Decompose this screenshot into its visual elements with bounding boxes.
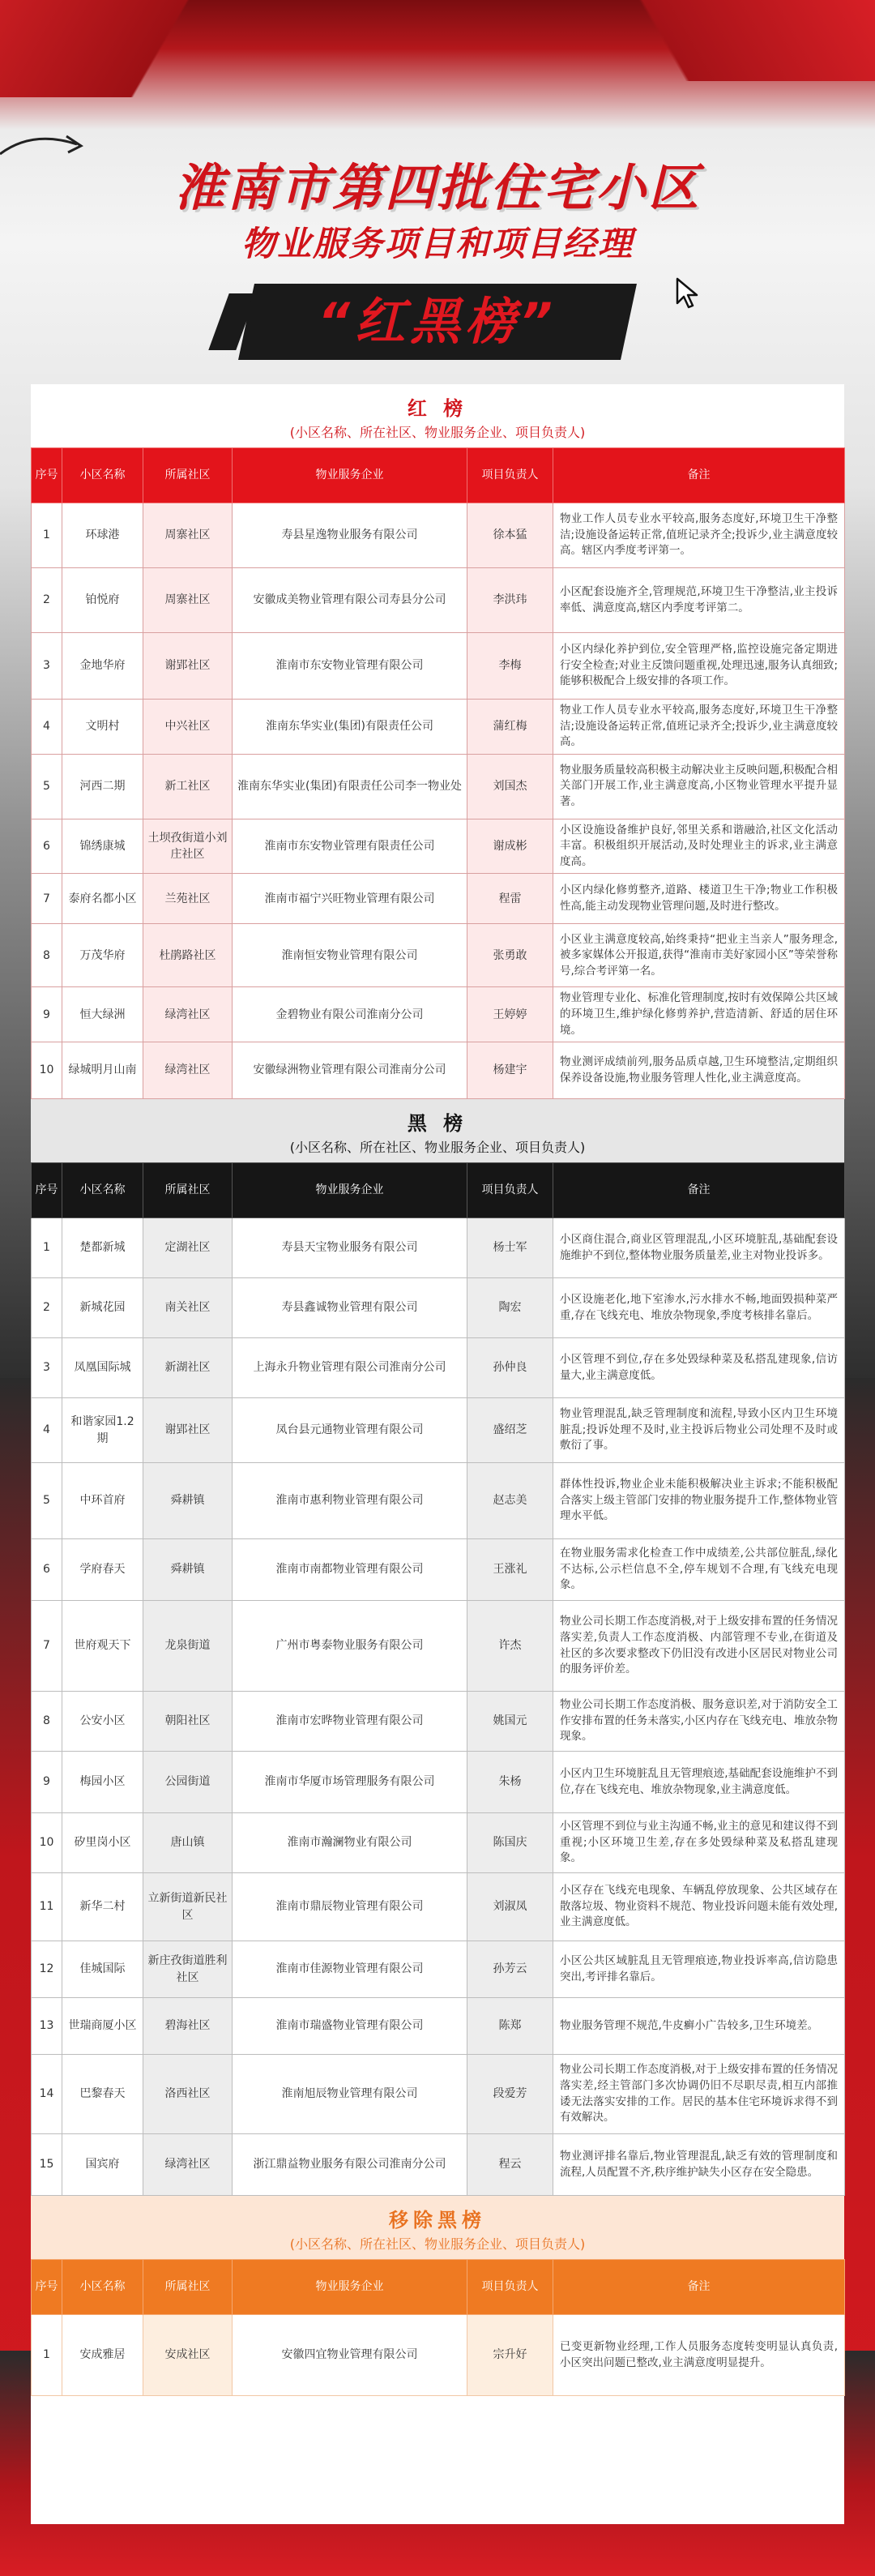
remark: 物业公司长期工作态度消极、服务意识差,对于消防安全工作安排布置的任务未落实,小区内存在飞线充电、堆放杂物现象。	[553, 1692, 845, 1752]
table-row	[32, 1042, 845, 1099]
table-row	[32, 2315, 845, 2396]
company-name: 金碧物业有限公司淮南分公司	[233, 987, 467, 1042]
community-name: 矽里岗小区	[62, 1813, 143, 1873]
table-row	[32, 1752, 845, 1813]
table-row	[32, 2055, 845, 2134]
column-header-number: 序号	[32, 448, 62, 503]
manager-name: 刘淑凤	[467, 1873, 553, 1941]
district-name: 舜耕镇	[143, 1463, 233, 1539]
district-name: 舜耕镇	[143, 1539, 233, 1601]
remark: 小区商住混合,商业区管理混乱,小区环境脏乱,基础配套设施维护不到位,整体物业服务质量差,业主对物业投诉多。	[553, 1218, 845, 1278]
manager-name: 段爱芳	[467, 2055, 553, 2134]
remark: 小区管理不到位,存在多处毁绿种菜及私搭乱建现象,信访量大,业主满意度低。	[553, 1338, 845, 1398]
row-number: 1	[32, 1218, 62, 1278]
remark: 小区配套设施齐全,管理规范,环境卫生干净整洁,业主投诉率低、满意度高,辖区内季度考评第二。	[553, 568, 845, 633]
removed-list-header	[31, 2196, 844, 2259]
remark: 小区内绿化养护到位,安全管理严格,监控设施完备定期进行安全检查;对业主反馈问题重视,处理迅速,服务认真细致;能够积极配合上级安排的各项工作。	[553, 633, 845, 700]
district-name: 周寨社区	[143, 503, 233, 568]
table-row	[32, 633, 845, 700]
district-name: 碧海社区	[143, 1998, 233, 2055]
district-name: 唐山镇	[143, 1813, 233, 1873]
district-name: 新湖社区	[143, 1338, 233, 1398]
table-row	[32, 1813, 845, 1873]
company-name: 淮南市宏晔物业管理有限公司	[233, 1692, 467, 1752]
row-number: 10	[32, 1813, 62, 1873]
column-header-manager: 项目负责人	[467, 2260, 553, 2315]
community-name: 万茂华府	[62, 924, 143, 987]
company-name: 广州市粤泰物业服务有限公司	[233, 1601, 467, 1692]
company-name: 淮南市鼎辰物业管理有限公司	[233, 1873, 467, 1941]
row-number: 10	[32, 1042, 62, 1099]
column-header-manager: 项目负责人	[467, 448, 553, 503]
company-name: 安徽四宜物业管理有限公司	[233, 2315, 467, 2396]
company-name: 淮南市福宁兴旺物业管理有限公司	[233, 874, 467, 924]
row-number: 9	[32, 987, 62, 1042]
row-number: 6	[32, 819, 62, 874]
community-name: 锦绣康城	[62, 819, 143, 874]
remark: 小区设施老化,地下室渗水,污水排水不畅,地面毁损种菜严重,存在飞线充电、堆放杂物现象,季度考核排名靠后。	[553, 1278, 845, 1338]
remark: 小区管理不到位与业主沟通不畅,业主的意见和建议得不到重视;小区环境卫生差,存在多处毁绿种菜及私搭乱建现象。	[553, 1813, 845, 1873]
manager-name: 程云	[467, 2134, 553, 2196]
community-name: 佳城国际	[62, 1941, 143, 1998]
community-name: 世府观天下	[62, 1601, 143, 1692]
column-header-number: 序号	[32, 1163, 62, 1218]
removed-list-subtitle: (小区名称、所在社区、物业服务企业、项目负责人)	[289, 2236, 586, 2253]
column-header-note: 备注	[553, 2260, 845, 2315]
company-name: 淮南旭辰物业管理有限公司	[233, 2055, 467, 2134]
remark: 物业测评排名靠后,物业管理混乱,缺乏有效的管理制度和流程,人员配置不齐,秩序维护缺失小区存在安全隐患。	[553, 2134, 845, 2196]
company-name: 淮南市东安物业管理有限公司	[233, 633, 467, 700]
manager-name: 许杰	[467, 1601, 553, 1692]
remark: 物业公司长期工作态度消极,对于上级安排布置的任务情况落实差,经主管部门多次协调仍旧不尽职尽责,相互内部推诿无法落实安排的工作。居民的基本住宅环境诉求得不到有效解决。	[553, 2055, 845, 2134]
manager-name: 陈郑	[467, 1998, 553, 2055]
company-name: 淮南东华实业(集团)有限责任公司	[233, 700, 467, 755]
district-name: 杜鹃路社区	[143, 924, 233, 987]
community-name: 泰府名都小区	[62, 874, 143, 924]
table-row	[32, 1338, 845, 1398]
black-list-header	[31, 1099, 844, 1162]
removed-list-title: 移除黑榜	[389, 2209, 486, 2232]
row-number: 7	[32, 874, 62, 924]
manager-name: 陈国庆	[467, 1813, 553, 1873]
community-name: 学府春天	[62, 1539, 143, 1601]
community-name: 国宾府	[62, 2134, 143, 2196]
header	[0, 0, 875, 381]
manager-name: 谢成彬	[467, 819, 553, 874]
column-header-community: 所属社区	[143, 448, 233, 503]
column-header-community: 所属社区	[143, 1163, 233, 1218]
removed-list-table	[31, 2259, 845, 2396]
rankings-panel	[31, 384, 844, 2524]
manager-name: 程雷	[467, 874, 553, 924]
remark: 群体性投诉,物业企业未能积极解决业主诉求;不能积极配合落实上级主管部门安排的物业服务提升工作,整体物业管理水平低。	[553, 1463, 845, 1539]
table-row	[32, 874, 845, 924]
manager-name: 朱杨	[467, 1752, 553, 1813]
company-name: 淮南东华实业(集团)有限责任公司李一物业处	[233, 754, 467, 819]
district-name: 兰苑社区	[143, 874, 233, 924]
community-name: 梅园小区	[62, 1752, 143, 1813]
community-name: 凤凰国际城	[62, 1338, 143, 1398]
district-name: 谢郢社区	[143, 1398, 233, 1463]
community-name: 金地华府	[62, 633, 143, 700]
community-name: 和谐家园1.2期	[62, 1398, 143, 1463]
title-line-3: “红黑榜”	[318, 292, 557, 351]
red-list-header	[31, 384, 844, 447]
community-name: 安成雅居	[62, 2315, 143, 2396]
cursor-icon	[674, 277, 703, 310]
column-header-company: 物业服务企业	[233, 448, 467, 503]
community-name: 中环首府	[62, 1463, 143, 1539]
red-list-table	[31, 447, 845, 1099]
district-name: 绿湾社区	[143, 987, 233, 1042]
community-name: 绿城明月山南	[62, 1042, 143, 1099]
community-name: 楚都新城	[62, 1218, 143, 1278]
black-list-subtitle: (小区名称、所在社区、物业服务企业、项目负责人)	[289, 1140, 586, 1156]
table-row	[32, 1539, 845, 1601]
row-number: 14	[32, 2055, 62, 2134]
district-name: 中兴社区	[143, 700, 233, 755]
manager-name: 盛绍芝	[467, 1398, 553, 1463]
remark: 小区内卫生环境脏乱且无管理痕迹,基础配套设施维护不到位,存在飞线充电、堆放杂物现象,业主满意度低。	[553, 1752, 845, 1813]
table-row	[32, 2134, 845, 2196]
column-header-note: 备注	[553, 448, 845, 503]
red-table-body	[32, 503, 845, 1099]
remark: 小区业主满意度较高,始终秉持“把业主当亲人”服务理念,被多家媒体公开报道,获得“淮南市美好家园小区”等荣誉称号,综合考评第一名。	[553, 924, 845, 987]
district-name: 定湖社区	[143, 1218, 233, 1278]
row-number: 5	[32, 754, 62, 819]
district-name: 周寨社区	[143, 568, 233, 633]
district-name: 朝阳社区	[143, 1692, 233, 1752]
table-row	[32, 1941, 845, 1998]
community-name: 公安小区	[62, 1692, 143, 1752]
table-row	[32, 987, 845, 1042]
remark: 物业服务质量较高积极主动解决业主反映问题,积极配合相关部门开展工作,业主满意度高,小区物业管理水平提升显著。	[553, 754, 845, 819]
manager-name: 赵志美	[467, 1463, 553, 1539]
removed-table-header-row	[32, 2260, 845, 2315]
table-row	[32, 1398, 845, 1463]
remark: 已变更新物业经理,工作人员服务态度转变明显认真负责,小区突出问题已整改,业主满意度明显提升。	[553, 2315, 845, 2396]
community-name: 世瑞商厦小区	[62, 1998, 143, 2055]
district-name: 公园街道	[143, 1752, 233, 1813]
table-row	[32, 503, 845, 568]
table-row	[32, 568, 845, 633]
company-name: 淮南市东安物业管理有限责任公司	[233, 819, 467, 874]
manager-name: 孙仲良	[467, 1338, 553, 1398]
column-header-name: 小区名称	[62, 448, 143, 503]
table-row	[32, 1601, 845, 1692]
district-name: 南关社区	[143, 1278, 233, 1338]
remark: 物业工作人员专业水平较高,服务态度好,环境卫生干净整洁;设施设备运转正常,值班记录齐全;投诉少,业主满意度较高。辖区内季度考评第一。	[553, 503, 845, 568]
manager-name: 杨士军	[467, 1218, 553, 1278]
black-list-title: 黑 榜	[407, 1112, 468, 1136]
district-name: 新庄孜街道胜利社区	[143, 1941, 233, 1998]
remark: 物业公司长期工作态度消极,对于上级安排布置的任务情况落实差,负责人工作态度消极、内部管理不专业,在街道及社区的多次要求整改下仍旧没有改进小区居民对物业公司的服务评价差。	[553, 1601, 845, 1692]
black-table-body	[32, 1218, 845, 2196]
row-number: 4	[32, 1398, 62, 1463]
manager-name: 王婷婷	[467, 987, 553, 1042]
table-row	[32, 1218, 845, 1278]
title-line-1: 淮南市第四批住宅小区	[173, 158, 701, 217]
row-number: 2	[32, 1278, 62, 1338]
row-number: 1	[32, 2315, 62, 2396]
community-name: 河西二期	[62, 754, 143, 819]
row-number: 3	[32, 633, 62, 700]
column-header-manager: 项目负责人	[467, 1163, 553, 1218]
community-name: 巴黎春天	[62, 2055, 143, 2134]
community-name: 文明村	[62, 700, 143, 755]
remark: 小区设施设备维护良好,邻里关系和谐融洽,社区文化活动丰富。积极组织开展活动,及时处理业主的诉求,业主满意度高。	[553, 819, 845, 874]
manager-name: 张勇敢	[467, 924, 553, 987]
table-row	[32, 1873, 845, 1941]
community-name: 新华二村	[62, 1873, 143, 1941]
row-number: 1	[32, 503, 62, 568]
remark: 物业管理混乱,缺乏管理制度和流程,导致小区内卫生环境脏乱;投诉处理不及时,业主投诉后物业公司处理不及时或敷衍了事。	[553, 1398, 845, 1463]
manager-name: 蒲红梅	[467, 700, 553, 755]
column-header-company: 物业服务企业	[233, 1163, 467, 1218]
manager-name: 王涨礼	[467, 1539, 553, 1601]
district-name: 绿湾社区	[143, 2134, 233, 2196]
community-name: 环球港	[62, 503, 143, 568]
row-number: 5	[32, 1463, 62, 1539]
company-name: 安徽绿洲物业管理有限公司淮南分公司	[233, 1042, 467, 1099]
manager-name: 李洪玮	[467, 568, 553, 633]
company-name: 淮南市南都物业管理有限公司	[233, 1539, 467, 1601]
black-list-table	[31, 1162, 845, 2196]
column-header-name: 小区名称	[62, 1163, 143, 1218]
company-name: 淮南市华厦市场管理服务有限公司	[233, 1752, 467, 1813]
manager-name: 陶宏	[467, 1278, 553, 1338]
table-row	[32, 1463, 845, 1539]
column-header-name: 小区名称	[62, 2260, 143, 2315]
remark: 小区内绿化修剪整齐,道路、楼道卫生干净;物业工作积极性高,能主动发现物业管理问题,及时进行整改。	[553, 874, 845, 924]
manager-name: 姚国元	[467, 1692, 553, 1752]
remark: 在物业服务需求化检查工作中成绩差,公共部位脏乱,绿化不达标,公示栏信息不全,停车规划不合理,有飞线充电现象。	[553, 1539, 845, 1601]
district-name: 立新街道新民社区	[143, 1873, 233, 1941]
row-number: 8	[32, 1692, 62, 1752]
district-name: 安成社区	[143, 2315, 233, 2396]
row-number: 4	[32, 700, 62, 755]
company-name: 安徽成美物业管理有限公司寿县分公司	[233, 568, 467, 633]
table-row	[32, 819, 845, 874]
column-header-community: 所属社区	[143, 2260, 233, 2315]
removed-table-body	[32, 2315, 845, 2396]
row-number: 6	[32, 1539, 62, 1601]
community-name: 铂悦府	[62, 568, 143, 633]
table-row	[32, 754, 845, 819]
community-name: 恒大绿洲	[62, 987, 143, 1042]
table-row	[32, 1998, 845, 2055]
community-name: 新城花园	[62, 1278, 143, 1338]
table-row	[32, 924, 845, 987]
red-list-subtitle: (小区名称、所在社区、物业服务企业、项目负责人)	[289, 425, 586, 440]
table-row	[32, 700, 845, 755]
company-name: 淮南市惠利物业管理有限公司	[233, 1463, 467, 1539]
column-header-company: 物业服务企业	[233, 2260, 467, 2315]
remark: 小区公共区域脏乱且无管理痕迹,物业投诉率高,信访隐患突出,考评排名靠后。	[553, 1941, 845, 1998]
company-name: 淮南恒安物业管理有限公司	[233, 924, 467, 987]
black-table-header-row	[32, 1163, 845, 1218]
row-number: 13	[32, 1998, 62, 2055]
company-name: 浙江鼎益物业服务有限公司淮南分公司	[233, 2134, 467, 2196]
row-number: 8	[32, 924, 62, 987]
district-name: 谢郢社区	[143, 633, 233, 700]
district-name: 新工社区	[143, 754, 233, 819]
row-number: 7	[32, 1601, 62, 1692]
row-number: 9	[32, 1752, 62, 1813]
table-row	[32, 1692, 845, 1752]
company-name: 淮南市瀚澜物业有限公司	[233, 1813, 467, 1873]
remark: 物业服务管理不规范,牛皮癣小广告较多,卫生环境差。	[553, 1998, 845, 2055]
company-name: 寿县鑫诚物业管理有限公司	[233, 1278, 467, 1338]
row-number: 11	[32, 1873, 62, 1941]
manager-name: 宗升好	[467, 2315, 553, 2396]
row-number: 15	[32, 2134, 62, 2196]
manager-name: 孙芳云	[467, 1941, 553, 1998]
company-name: 淮南市瑞盛物业管理有限公司	[233, 1998, 467, 2055]
district-name: 龙泉街道	[143, 1601, 233, 1692]
manager-name: 李梅	[467, 633, 553, 700]
row-number: 2	[32, 568, 62, 633]
district-name: 土坝孜街道小刘庄社区	[143, 819, 233, 874]
red-table-header-row	[32, 448, 845, 503]
table-row	[32, 1278, 845, 1338]
company-name: 寿县天宝物业服务有限公司	[233, 1218, 467, 1278]
remark: 物业测评成绩前列,服务品质卓越,卫生环境整洁,定期组织保养设备设施,物业服务管理人性化,业主满意度高。	[553, 1042, 845, 1099]
red-list-title: 红 榜	[407, 397, 468, 420]
manager-name: 杨建宇	[467, 1042, 553, 1099]
column-header-number: 序号	[32, 2260, 62, 2315]
remark: 物业工作人员专业水平较高,服务态度好,环境卫生干净整洁;设施设备运转正常,值班记录齐全;投诉少,业主满意度较高。	[553, 700, 845, 755]
company-name: 寿县星逸物业服务有限公司	[233, 503, 467, 568]
row-number: 12	[32, 1941, 62, 1998]
remark: 小区存在飞线充电现象、车辆乱停放现象、公共区域存在散落垃圾、物业资料不规范、物业投诉问题未能有效处理,业主满意度低。	[553, 1873, 845, 1941]
row-number: 3	[32, 1338, 62, 1398]
manager-name: 刘国杰	[467, 754, 553, 819]
district-name: 绿湾社区	[143, 1042, 233, 1099]
column-header-note: 备注	[553, 1163, 845, 1218]
district-name: 洛西社区	[143, 2055, 233, 2134]
manager-name: 徐本猛	[467, 503, 553, 568]
company-name: 凤台县元通物业管理有限公司	[233, 1398, 467, 1463]
remark: 物业管理专业化、标准化管理制度,按时有效保障公共区域的环境卫生,维护绿化修剪养护,营造清新、舒适的居住环境。	[553, 987, 845, 1042]
title-line-2: 物业服务项目和项目经理	[241, 224, 634, 263]
company-name: 淮南市佳源物业管理有限公司	[233, 1941, 467, 1998]
company-name: 上海永升物业管理有限公司淮南分公司	[233, 1338, 467, 1398]
